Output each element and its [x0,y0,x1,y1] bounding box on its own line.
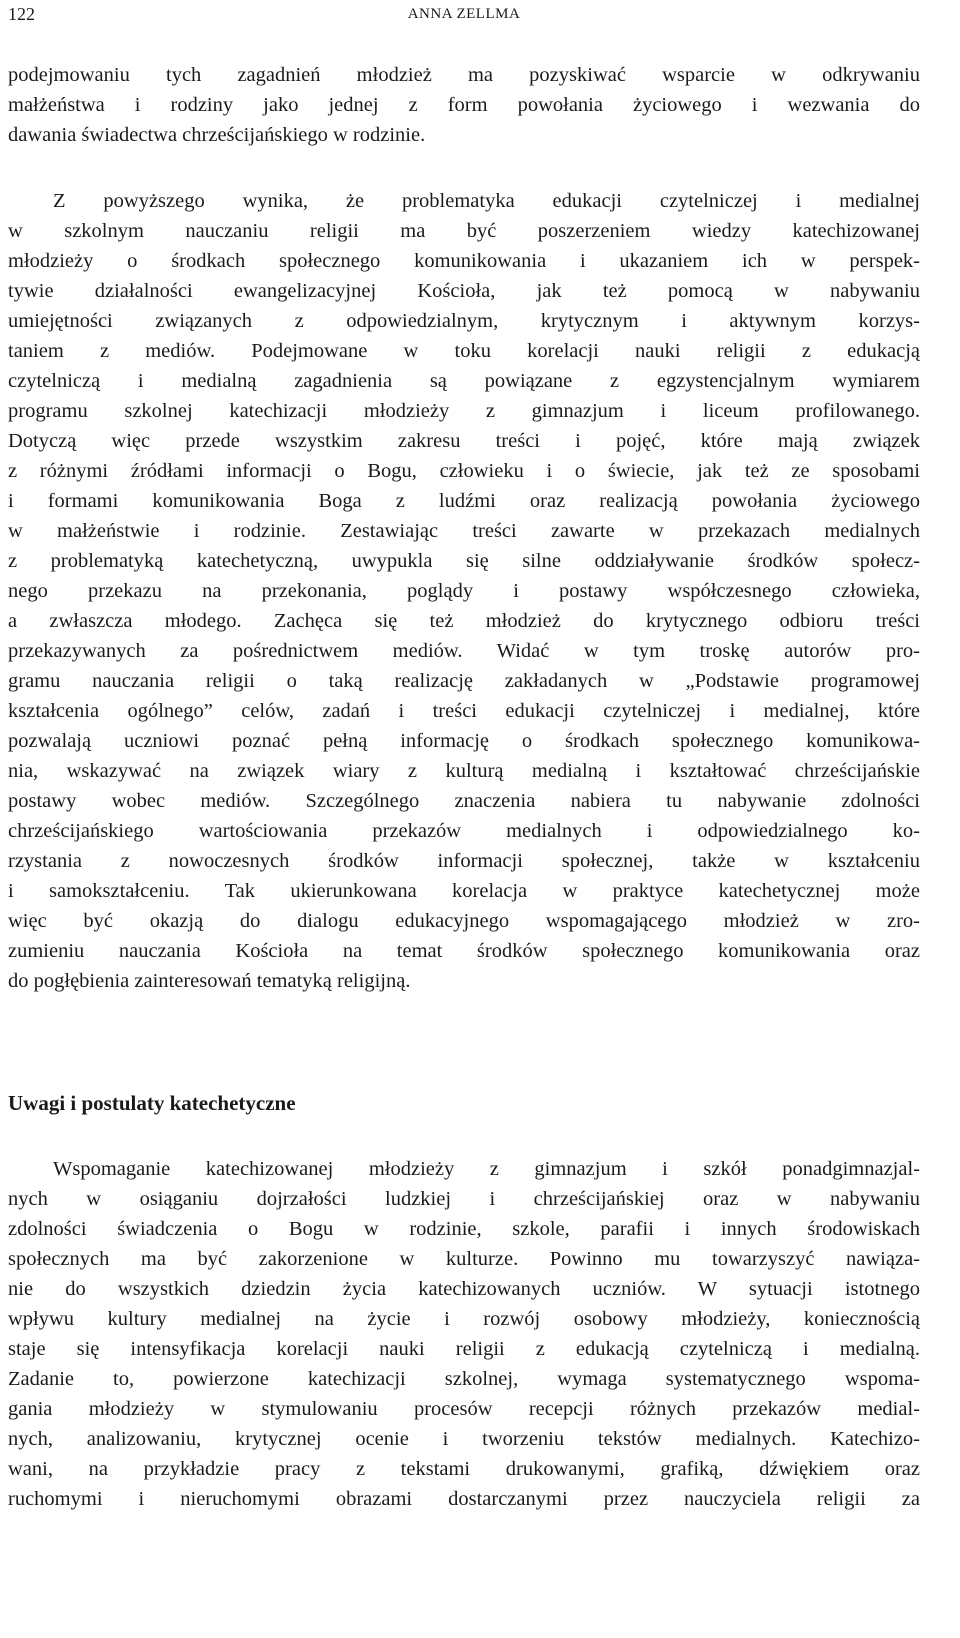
text-line: do pogłębienia zainteresowań tematyką religijną. [8,970,411,992]
text-line: nie do wszystkich dziedzin życia katechizowanych uczniów. W sytuacji istotnego [8,1278,920,1300]
text-line: ruchomymi i nieruchomymi obrazami dostarczanymi przez nauczyciela religii za [8,1488,920,1510]
text-line: i formami komunikowania Boga z ludźmi oraz realizacją powołania życiowego [8,490,920,512]
text-line: dawania świadectwa chrześcijańskiego w rodzinie. [8,124,426,146]
text-line: Zadanie to, powierzone katechizacji szkolnej, wymaga systematycznego wspoma- [8,1368,920,1390]
text-line: gania młodzieży w stymulowaniu procesów recepcji różnych przekazów medial- [8,1398,920,1420]
text-line: małżeństwa i rodziny jako jednej z form powołania życiowego i wezwania do [8,94,920,116]
text-line: nych, analizowaniu, krytycznej ocenie i tworzeniu tekstów medialnych. Katechizo- [8,1428,920,1450]
text-line: postawy wobec mediów. Szczególnego znaczenia nabiera tu nabywanie zdolności [8,790,920,812]
text-line: tywie działalności ewangelizacyjnej Kościoła, jak też pomocą w nabywaniu [8,280,920,302]
text-line: nego przekazu na przekonania, poglądy i postawy współczesnego człowieka, [8,580,920,602]
text-line: a zwłaszcza młodego. Zachęca się też młodzież do krytycznego odbioru treści [8,610,920,632]
text-line: wani, na przykładzie pracy z tekstami drukowanymi, grafiką, dźwiękiem oraz [8,1458,920,1480]
text-line: umiejętności związanych z odpowiedzialnym, krytycznym i aktywnym korzys- [8,310,920,332]
text-line: gramu nauczania religii o taką realizację zakładanych w „Podstawie programowej [8,670,920,692]
text-line: czytelniczą i medialną zagadnienia są powiązane z egzystencjalnym wymiarem [8,370,920,392]
text-line: rzystania z nowoczesnych środków informacji społecznej, także w kształceniu [8,850,920,872]
text-line: wpływu kultury medialnej na życie i rozwój osobowy młodzieży, koniecznością [8,1308,920,1330]
text-line: podejmowaniu tych zagadnień młodzież ma pozyskiwać wsparcie w odkrywaniu [8,64,920,86]
text-line: z różnymi źródłami informacji o Bogu, człowieku i o świecie, jak też ze sposobami [8,460,920,482]
text-line: zdolności świadczenia o Bogu w rodzinie, szkole, parafii i innych środowiskach [8,1218,920,1240]
text-line: i samokształceniu. Tak ukierunkowana korelacja w praktyce katechetycznej może [8,880,920,902]
text-line: Wspomaganie katechizowanej młodzieży z gimnazjum i szkół ponadgimnazjal- [53,1158,920,1180]
text-line: młodzieży o środkach społecznego komunikowania i ukazaniem ich w perspek- [8,250,920,272]
text-line: taniem z mediów. Podejmowane w toku korelacji nauki religii z edukacją [8,340,920,362]
text-line: w szkolnym nauczaniu religii ma być poszerzeniem wiedzy katechizowanej [8,220,920,242]
text-line: Dotyczą więc przede wszystkim zakresu treści i pojęć, które mają związek [8,430,920,452]
text-line: więc być okazją do dialogu edukacyjnego wspomagającego młodzież w zro- [8,910,920,932]
paragraph-continuation [8,60,920,150]
text-line: społecznych ma być zakorzenione w kulturze. Powinno mu towarzyszyć nawiąza- [8,1248,920,1270]
text-line: nych w osiąganiu dojrzałości ludzkiej i chrześcijańskiej oraz w nabywaniu [8,1188,920,1210]
text-line: programu szkolnej katechizacji młodzieży z gimnazjum i liceum profilowanego. [8,400,920,422]
author-running-head: ANNA ZELLMA [407,6,521,22]
text-line: kształcenia ogólnego” celów, zadań i treści edukacji czytelniczej i medialnej, które [8,700,920,722]
text-line: zumieniu nauczania Kościoła na temat środków społecznego komunikowania oraz [8,940,920,962]
section-heading: Uwagi i postulaty katechetyczne [8,1091,296,1115]
text-line: z problematyką katechetyczną, uwypukla się silne oddziaływanie środków społecz- [8,550,920,572]
document-page [8,0,920,1514]
running-header [8,0,920,30]
text-line: Z powyższego wynika, że problematyka edukacji czytelniczej i medialnej [53,190,920,212]
page-number: 122 [8,4,35,24]
text-line: chrześcijańskiego wartościowania przekazów medialnych i odpowiedzialnego ko- [8,820,920,842]
text-line: w małżeństwie i rodzinie. Zestawiając treści zawarte w przekazach medialnych [8,520,920,542]
text-line: staje się intensyfikacja korelacji nauki religii z edukacją czytelniczą i medialną. [8,1338,920,1360]
paragraph-body [8,186,920,996]
text-line: nia, wskazywać na związek wiary z kulturą medialną i kształtować chrześcijańskie [8,760,920,782]
paragraph-section-body [8,1154,920,1514]
text-line: pozwalają uczniowi poznać pełną informację o środkach społecznego komunikowa- [8,730,920,752]
text-line: przekazywanych za pośrednictwem mediów. Widać w tym troskę autorów pro- [8,640,920,662]
